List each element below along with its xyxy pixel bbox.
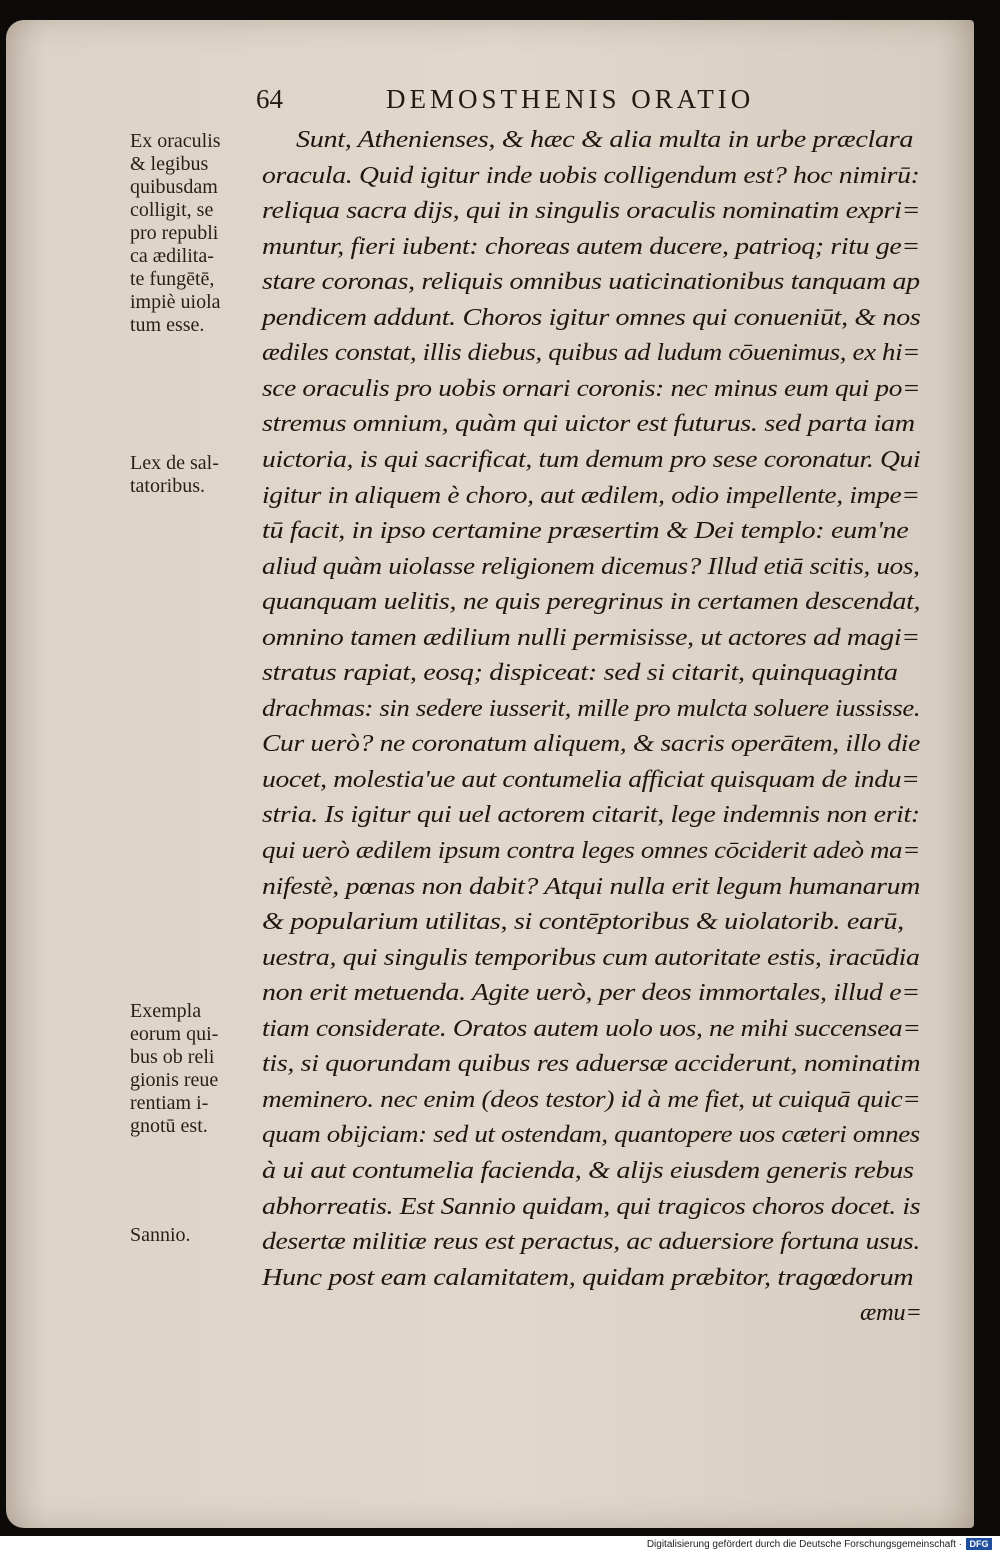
text-line: stratus rapiat, eosq; dispiceat: sed si citarit, quinquaginta bbox=[262, 659, 898, 687]
text-line: & popularium utilitas, si contēptoribus & uiolatorib. earū, bbox=[262, 908, 904, 936]
text-line: aliud quàm uiolasse religionem dicemus? Illud etiā scitis, uos, bbox=[262, 552, 920, 580]
text-line: Cur uerò? ne coronatum aliquem, & sacris operātem, illo die bbox=[262, 730, 920, 758]
text-line: uocet, molestia'ue aut contumelia afficiat quisquam de indu= bbox=[262, 765, 920, 793]
text-line: pendicem addunt. Choros igitur omnes qui conueniūt, & nos bbox=[262, 303, 921, 331]
running-title: DEMOSTHENIS ORATIO bbox=[386, 84, 755, 114]
text-line: drachmas: sin sedere iusserit, mille pro mulcta soluere iussisse. bbox=[262, 694, 921, 722]
margin-note: Ex oraculis & legibus quibusdam colligit, se pro republi ca ædilita- te fungētē, impiè uiola tum esse. bbox=[130, 130, 221, 336]
text-line: nifestè, pœnas non dabit? Atqui nulla erit legum humanarum bbox=[262, 872, 920, 900]
text-line: uestra, qui singulis temporibus cum autoritate estis, iracūdia bbox=[262, 943, 920, 971]
text-line: stria. Is igitur qui uel actorem citarit, lege indemnis non erit: bbox=[262, 801, 920, 829]
text-line: igitur in aliquem è choro, aut ædilem, odio impellente, impe= bbox=[262, 481, 920, 509]
text-line: abhorreatis. Est Sannio quidam, qui tragicos choros docet. is bbox=[262, 1192, 921, 1220]
text-line: Sunt, Athenienses, & hæc & alia multa in urbe præclara bbox=[296, 126, 914, 153]
text-line: qui uerò ædilem ipsum contra leges omnes cōciderit adeò ma= bbox=[262, 837, 921, 864]
margin-note: Sannio. bbox=[130, 1224, 191, 1246]
text-line: Hunc post eam calamitatem, quidam præbitor, tragœdorum bbox=[262, 1263, 914, 1291]
text-line: à ui aut contumelia facienda, & alijs eiusdem generis rebus bbox=[262, 1156, 914, 1184]
text-line: desertæ militiæ reus est peractus, ac aduersiore fortuna usus. bbox=[262, 1228, 920, 1256]
page-number: 64 bbox=[256, 84, 283, 114]
text-line: muntur, fieri iubent: choreas autem ducere, patrioq; ritu ge= bbox=[262, 232, 920, 260]
digitization-credit: Digitalisierung gefördert durch die Deutsche Forschungsgemeinschaft · bbox=[646, 1539, 962, 1550]
page-header bbox=[0, 84, 1000, 118]
text-line: tū facit, in ipso certamine præsertim & Dei templo: eum'ne bbox=[262, 517, 909, 545]
text-line: uictoria, is qui sacrificat, tum demum pro sese coronatur. Qui bbox=[262, 445, 921, 473]
text-line: omnino tamen ædilium nulli permisisse, ut actores ad magi= bbox=[262, 623, 920, 651]
text-line: quanquam uelitis, ne quis peregrinus in certamen descendat, bbox=[262, 588, 921, 616]
text-line: sce oraculis pro uobis ornari coronis: nec minus eum qui po= bbox=[262, 374, 921, 402]
text-line: tis, si quorundam quibus res aduersæ acciderunt, nominatim bbox=[262, 1050, 921, 1078]
text-line: stremus omnium, quàm qui uictor est futurus. sed parta iam bbox=[262, 410, 915, 438]
text-line: ædiles constat, illis diebus, quibus ad ludum cōuenimus, ex hi= bbox=[262, 339, 920, 367]
dfg-logo: DFG bbox=[966, 1538, 992, 1550]
text-line: meminero. nec enim (deos testor) id à me fiet, ut cuiquā quic= bbox=[262, 1085, 921, 1113]
margin-note: Exempla eorum qui- bus ob reli gionis reue rentiam i- gnotū est. bbox=[130, 1000, 219, 1137]
text-line: quam obijciam: sed ut ostendam, quantopere uos cæteri omnes bbox=[262, 1121, 920, 1149]
text-line: stare coronas, reliquis omnibus uaticinationibus tanquam ap bbox=[262, 268, 920, 296]
text-line: reliqua sacra dijs, qui in singulis oraculis nominatim expri= bbox=[262, 197, 921, 225]
text-line: non erit metuenda. Agite uerò, per deos immortales, illud e= bbox=[262, 979, 920, 1007]
margin-note: Lex de sal- tatoribus. bbox=[130, 452, 219, 497]
text-line: oracula. Quid igitur inde uobis colligendum est? hoc nimirū: bbox=[262, 161, 920, 189]
text-line: tiam considerate. Oratos autem uolo uos, ne mihi succensea= bbox=[262, 1014, 921, 1042]
text-line: æmu= bbox=[860, 1299, 922, 1327]
